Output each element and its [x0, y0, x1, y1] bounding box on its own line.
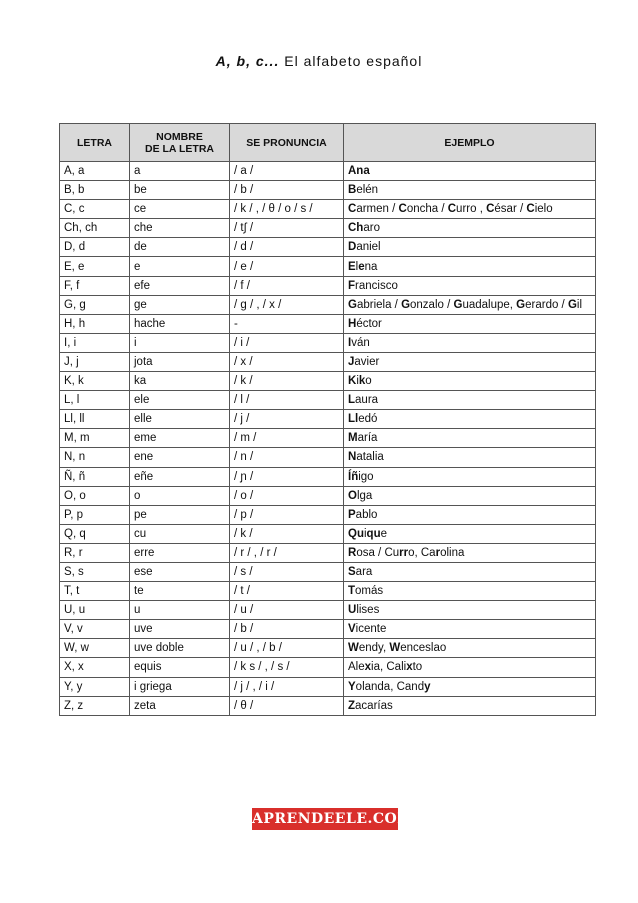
cell-ejemplo: Gabriela / Gonzalo / Guadalupe, Gerardo / Gil — [344, 295, 596, 314]
cell-ejemplo: Francisco — [344, 276, 596, 295]
table-row — [60, 696, 596, 715]
cell-nombre: erre — [130, 543, 230, 562]
cell-ejemplo: Kiko — [344, 372, 596, 391]
cell-nombre: u — [130, 601, 230, 620]
table-row — [60, 658, 596, 677]
cell-ejemplo: Iván — [344, 333, 596, 352]
cell-pronuncia: / j / , / i / — [230, 677, 344, 696]
table-row — [60, 181, 596, 200]
cell-ejemplo: Tomás — [344, 582, 596, 601]
cell-pronuncia: / x / — [230, 352, 344, 371]
header-nombre: NOMBRE DE LA LETRA — [130, 124, 230, 162]
cell-nombre: jota — [130, 352, 230, 371]
cell-letra: K, k — [60, 372, 130, 391]
cell-letra: E, e — [60, 257, 130, 276]
cell-pronuncia: / ɲ / — [230, 467, 344, 486]
cell-nombre: ka — [130, 372, 230, 391]
table-row — [60, 639, 596, 658]
cell-pronuncia: / b / — [230, 620, 344, 639]
cell-nombre: a — [130, 162, 230, 181]
cell-pronuncia: / g / , / x / — [230, 295, 344, 314]
cell-letra: Ñ, ñ — [60, 467, 130, 486]
cell-letra: X, x — [60, 658, 130, 677]
cell-pronuncia: / θ / — [230, 696, 344, 715]
header-pronuncia: SE PRONUNCIA — [230, 124, 344, 162]
cell-letra: M, m — [60, 429, 130, 448]
cell-nombre: ce — [130, 200, 230, 219]
cell-ejemplo: Vicente — [344, 620, 596, 639]
cell-nombre: de — [130, 238, 230, 257]
cell-ejemplo: Zacarías — [344, 696, 596, 715]
cell-ejemplo: Alexia, Calixto — [344, 658, 596, 677]
cell-pronuncia: / a / — [230, 162, 344, 181]
cell-nombre: i griega — [130, 677, 230, 696]
cell-ejemplo: Laura — [344, 391, 596, 410]
cell-nombre: ese — [130, 562, 230, 581]
cell-pronuncia: / t / — [230, 582, 344, 601]
cell-pronuncia: / k / — [230, 372, 344, 391]
brand-logo: APRENDEELE.COM — [252, 808, 398, 830]
cell-nombre: i — [130, 333, 230, 352]
cell-letra: W, w — [60, 639, 130, 658]
cell-pronuncia: / p / — [230, 505, 344, 524]
cell-ejemplo: Natalia — [344, 448, 596, 467]
cell-nombre: be — [130, 181, 230, 200]
table-row — [60, 200, 596, 219]
cell-letra: N, n — [60, 448, 130, 467]
cell-nombre: uve — [130, 620, 230, 639]
title-rest: El alfabeto español — [279, 53, 423, 69]
cell-ejemplo: Charo — [344, 219, 596, 238]
cell-nombre: hache — [130, 314, 230, 333]
cell-ejemplo: Quique — [344, 524, 596, 543]
cell-letra: J, j — [60, 352, 130, 371]
cell-nombre: o — [130, 486, 230, 505]
cell-ejemplo: María — [344, 429, 596, 448]
cell-letra: S, s — [60, 562, 130, 581]
cell-nombre: zeta — [130, 696, 230, 715]
table-row — [60, 314, 596, 333]
cell-letra: F, f — [60, 276, 130, 295]
cell-nombre: te — [130, 582, 230, 601]
cell-pronuncia: / u / , / b / — [230, 639, 344, 658]
cell-letra: L, l — [60, 391, 130, 410]
table-row — [60, 467, 596, 486]
cell-letra: A, a — [60, 162, 130, 181]
cell-ejemplo: Wendy, Wenceslao — [344, 639, 596, 658]
cell-letra: U, u — [60, 601, 130, 620]
table-row — [60, 295, 596, 314]
cell-letra: T, t — [60, 582, 130, 601]
table-row — [60, 257, 596, 276]
table-row — [60, 543, 596, 562]
cell-nombre: ge — [130, 295, 230, 314]
table-row — [60, 505, 596, 524]
cell-nombre: eme — [130, 429, 230, 448]
cell-pronuncia: / b / — [230, 181, 344, 200]
cell-pronuncia: / t∫ / — [230, 219, 344, 238]
cell-nombre: efe — [130, 276, 230, 295]
page-title — [0, 53, 638, 69]
cell-letra: Z, z — [60, 696, 130, 715]
cell-pronuncia: / m / — [230, 429, 344, 448]
cell-letra: Ch, ch — [60, 219, 130, 238]
cell-letra: B, b — [60, 181, 130, 200]
cell-nombre: cu — [130, 524, 230, 543]
cell-letra: O, o — [60, 486, 130, 505]
cell-ejemplo: Ulises — [344, 601, 596, 620]
cell-pronuncia: / i / — [230, 333, 344, 352]
table-row — [60, 219, 596, 238]
cell-pronuncia: / n / — [230, 448, 344, 467]
cell-ejemplo: Daniel — [344, 238, 596, 257]
table-row — [60, 601, 596, 620]
cell-pronuncia: / k / — [230, 524, 344, 543]
cell-nombre: che — [130, 219, 230, 238]
cell-letra: P, p — [60, 505, 130, 524]
cell-letra: Ll, ll — [60, 410, 130, 429]
cell-letra: I, i — [60, 333, 130, 352]
cell-ejemplo: Elena — [344, 257, 596, 276]
cell-pronuncia: / s / — [230, 562, 344, 581]
cell-nombre: equis — [130, 658, 230, 677]
cell-pronuncia: - — [230, 314, 344, 333]
cell-ejemplo: Carmen / Concha / Curro , César / Cielo — [344, 200, 596, 219]
cell-ejemplo: Rosa / Curro, Carolina — [344, 543, 596, 562]
cell-pronuncia: / k s / , / s / — [230, 658, 344, 677]
cell-ejemplo: Ana — [344, 162, 596, 181]
table-row — [60, 582, 596, 601]
cell-nombre: ele — [130, 391, 230, 410]
cell-nombre: elle — [130, 410, 230, 429]
table-row — [60, 486, 596, 505]
cell-ejemplo: Íñigo — [344, 467, 596, 486]
cell-letra: H, h — [60, 314, 130, 333]
table-row — [60, 238, 596, 257]
table-row — [60, 162, 596, 181]
cell-pronuncia: / u / — [230, 601, 344, 620]
table-row — [60, 448, 596, 467]
cell-pronuncia: / l / — [230, 391, 344, 410]
cell-nombre: eñe — [130, 467, 230, 486]
table-row — [60, 276, 596, 295]
cell-pronuncia: / e / — [230, 257, 344, 276]
cell-ejemplo: Lledó — [344, 410, 596, 429]
cell-nombre: ene — [130, 448, 230, 467]
cell-pronuncia: / f / — [230, 276, 344, 295]
title-italic: A, b, c... — [215, 53, 280, 69]
cell-ejemplo: Olga — [344, 486, 596, 505]
cell-letra: D, d — [60, 238, 130, 257]
cell-nombre: pe — [130, 505, 230, 524]
cell-letra: V, v — [60, 620, 130, 639]
table-row — [60, 429, 596, 448]
table-header-row — [60, 124, 596, 162]
cell-ejemplo: Pablo — [344, 505, 596, 524]
table-row — [60, 524, 596, 543]
cell-ejemplo: Belén — [344, 181, 596, 200]
cell-letra: Q, q — [60, 524, 130, 543]
table-row — [60, 372, 596, 391]
cell-letra: R, r — [60, 543, 130, 562]
cell-pronuncia: / o / — [230, 486, 344, 505]
cell-ejemplo: Yolanda, Candy — [344, 677, 596, 696]
cell-nombre: e — [130, 257, 230, 276]
header-letra: LETRA — [60, 124, 130, 162]
cell-nombre: uve doble — [130, 639, 230, 658]
cell-ejemplo: Javier — [344, 352, 596, 371]
cell-pronuncia: / d / — [230, 238, 344, 257]
table-row — [60, 677, 596, 696]
cell-pronuncia: / k / , / θ / o / s / — [230, 200, 344, 219]
header-ejemplo: EJEMPLO — [344, 124, 596, 162]
cell-pronuncia: / j / — [230, 410, 344, 429]
table-row — [60, 620, 596, 639]
cell-letra: G, g — [60, 295, 130, 314]
cell-pronuncia: / r / , / r / — [230, 543, 344, 562]
table-row — [60, 410, 596, 429]
table-row — [60, 562, 596, 581]
cell-letra: Y, y — [60, 677, 130, 696]
cell-letra: C, c — [60, 200, 130, 219]
alphabet-table — [59, 123, 596, 716]
table-row — [60, 352, 596, 371]
table-row — [60, 391, 596, 410]
table-row — [60, 333, 596, 352]
cell-ejemplo: Héctor — [344, 314, 596, 333]
cell-ejemplo: Sara — [344, 562, 596, 581]
